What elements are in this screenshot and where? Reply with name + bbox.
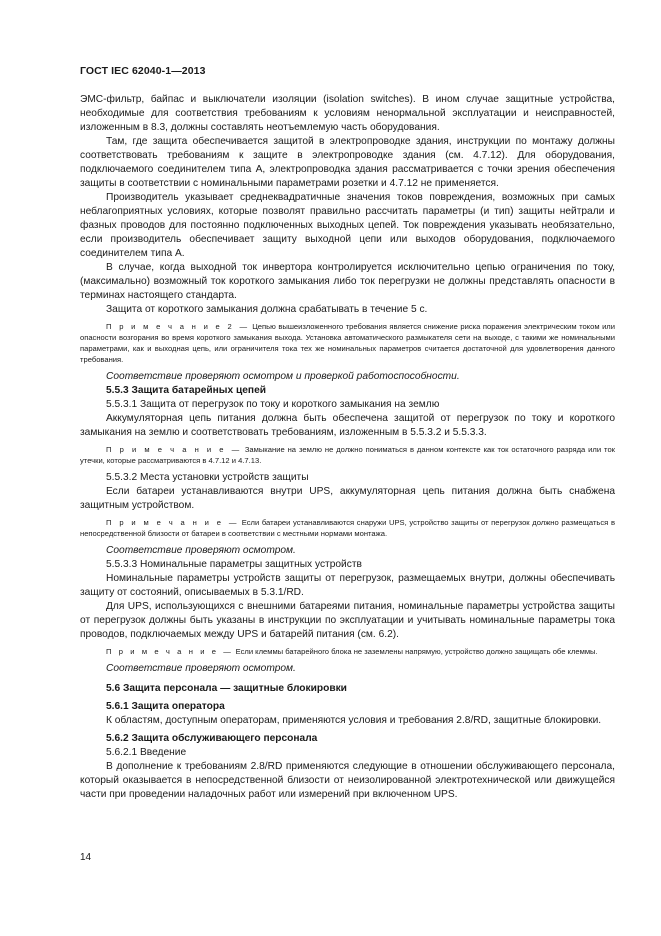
compliance-statement: Соответствие проверяют осмотром и проверкой работоспособности. — [106, 371, 460, 382]
compliance-statement: Соответствие проверяют осмотром. — [106, 545, 296, 556]
paragraph: В дополнение к требованиям 2.8/RD применяются следующие в отношении обслуживающего персонала, который оказывается в непосредственной близости от неизолированной электротехнической или движущейся части при проведении наладочных работ или измерений при включенном UPS. — [80, 761, 615, 800]
note — [80, 444, 615, 466]
note-text: Если батареи устанавливаются снаружи UPS, устройство защиты от перегрузок должно размещаться в непосредственной близости от батареи в соответствии с местными нормами монтажа. — [80, 518, 615, 538]
paragraph: В случае, когда выходной ток инвертора контролируется исключительно цепью ограничения по току, (максимально) возможный ток короткого замыкания либо ток перегрузки не должны представлять опасности в терминах настоящего стандарта. — [80, 262, 615, 301]
document-body — [80, 93, 615, 802]
note-text: Цепью вышеизложенного требования является снижение риска поражения электрическим током или опасности возгорания во время короткого замыкания выхода. Установка автоматического размыкателя сети на выходе, с такими же номинальными параметрами, как и выходная цепь, или ограничителя тока тех же номинальных параметров считается достаточной для удовлетворения данного требования. — [80, 322, 615, 364]
subsection-heading-5-6-2-1: 5.6.2.1 Введение — [106, 747, 187, 758]
section-heading-5-6: 5.6 Защита персонала — защитные блокировки — [106, 683, 347, 694]
note-text: Если клеммы батарейного блока не заземлены напрямую, устройство должно защищать обе клеммы. — [235, 647, 598, 656]
compliance-statement: Соответствие проверяют осмотром. — [106, 663, 296, 674]
note-label: П р и м е ч а н и е — — [106, 518, 240, 527]
note-label: П р и м е ч а н и е — — [106, 445, 242, 454]
note-label: П р и м е ч а н и е 2 — — [106, 322, 250, 331]
paragraph: Если батареи устанавливаются внутри UPS, аккумуляторная цепь питания должна быть снабжена защитным устройством. — [80, 486, 615, 511]
paragraph: Производитель указывает среднеквадратичные значения токов повреждения, возможных при самых неблагоприятных условиях, которые позволят правильно рассчитать параметры (и тип) защиты нейтрали и фазных проводов для постоянно подключенных выходных цепей. Ток повреждения указывать необязательно, если производитель обеспечивает защиту выходной цепи или выходов оборудования, подключаемого соединителем типа А. — [80, 192, 615, 259]
section-heading-5-5-3: 5.5.3 Защита батарейных цепей — [106, 385, 267, 396]
section-heading-5-6-1: 5.6.1 Защита оператора — [106, 701, 225, 712]
document-header: ГОСТ IEC 62040-1—2013 — [80, 65, 206, 77]
section-heading-5-6-2: 5.6.2 Защита обслуживающего персонала — [106, 733, 318, 744]
note-text: Замыкание на землю не должно пониматься в данном контексте как ток остаточного разряда или ток утечки, которые рассматриваются в 4.7.12 и 4.7.13. — [80, 445, 615, 465]
note — [80, 517, 615, 539]
subsection-heading-5-5-3-1: 5.5.3.1 Защита от перегрузок по току и короткого замыкания на землю — [106, 399, 440, 410]
paragraph: К областям, доступным операторам, применяются условия и требования 2.8/RD, защитные блокировки. — [106, 715, 602, 726]
paragraph: Защита от короткого замыкания должна срабатывать в течение 5 с. — [106, 304, 428, 315]
note-label: П р и м е ч а н и е — — [106, 647, 234, 656]
paragraph: Для UPS, использующихся с внешними батареями питания, номинальные параметры устройства защиты от перегрузок должны быть указаны в инструкции по эксплуатации и учитывать номинальные параметры тока проводов, подключаемых между UPS и батарейй питания (см. 6.2). — [80, 601, 615, 640]
paragraph: Номинальные параметры устройств защиты от перегрузок, размещаемых внутри, должны обеспечивать защиту от состояний, описываемых в 5.3.1/RD. — [80, 573, 615, 598]
subsection-heading-5-5-3-2: 5.5.3.2 Места установки устройств защиты — [106, 472, 309, 483]
subsection-heading-5-5-3-3: 5.5.3.3 Номинальные параметры защитных устройств — [106, 559, 362, 570]
paragraph: ЭМС-фильтр, байпас и выключатели изоляции (isolation switches). В ином случае защитные устройства, необходимые для соответствия требованиям к условиям ненормальной эксплуатации и неисправностей, изложенным в 8.3, должны составлять неотъемлемую часть оборудования. — [80, 94, 615, 133]
page-number: 14 — [80, 852, 92, 863]
note — [80, 646, 615, 657]
paragraph: Там, где защита обеспечивается защитой в электропроводке здания, инструкции по монтажу должны соответствовать требованиям к защите в электропроводке здания (см. 4.7.12). Для оборудования, подключаемого соединителем типа А, электропроводка здания рассматривается с точки зрения обеспечения защиты в соответствии с номинальными параметрами розетки и 4.7.12 не применяется. — [80, 136, 615, 189]
paragraph: Аккумуляторная цепь питания должна быть обеспечена защитой от перегрузок по току и короткого замыкания на землю и соответствовать требованиям, изложенным в 5.5.3.2 и 5.5.3.3. — [80, 413, 615, 438]
note-2 — [80, 321, 615, 365]
